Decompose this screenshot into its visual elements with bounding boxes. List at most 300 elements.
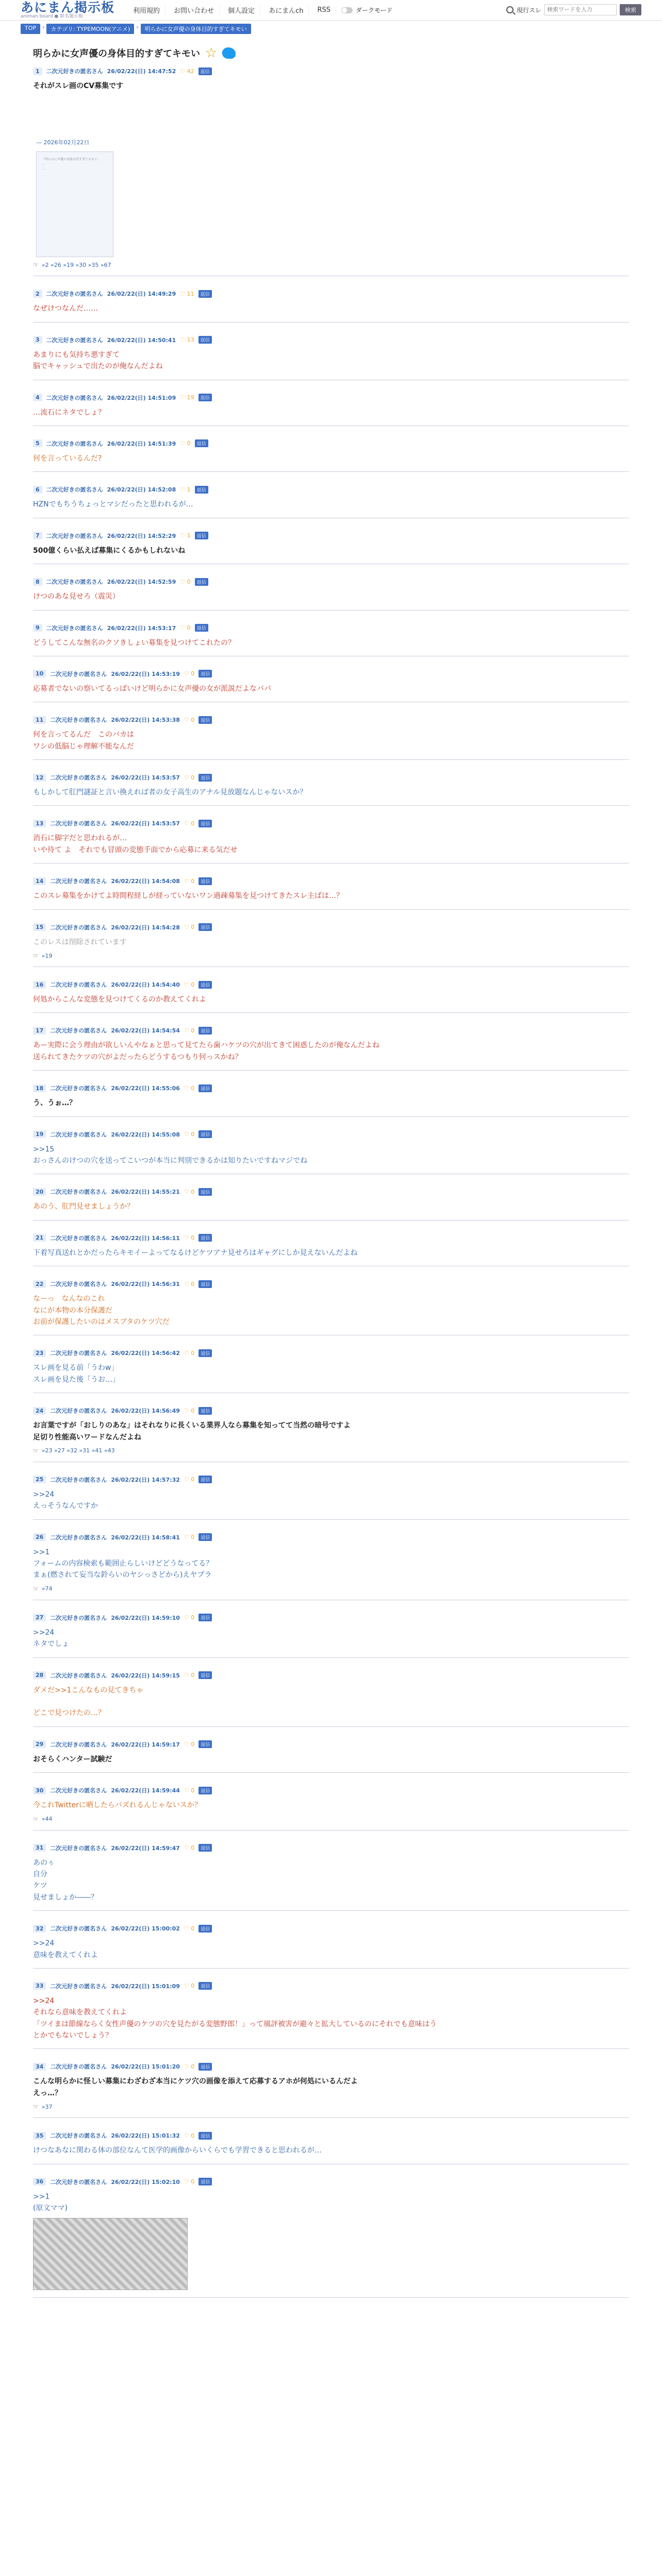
post-author: 二次元好きの匿名さん bbox=[50, 1925, 107, 1933]
post-meta bbox=[33, 1406, 629, 1415]
like-count[interactable]: ♡ 0 bbox=[184, 924, 195, 931]
pointing-hand-icon: ☞ bbox=[33, 952, 39, 960]
like-count-value: 0 bbox=[191, 774, 195, 781]
post-body: あまりにも気持ち悪すぎて 脳でキャッシュで出たのが俺なんだよね bbox=[33, 350, 163, 371]
reply-links bbox=[33, 1816, 629, 1823]
like-count-value: 0 bbox=[191, 2132, 195, 2139]
post-number[interactable]: 24 bbox=[33, 1407, 46, 1415]
reply-button[interactable]: 返信 bbox=[198, 1234, 212, 1242]
like-count[interactable]: ♡ 0 bbox=[184, 877, 195, 885]
post-meta bbox=[33, 67, 629, 75]
post-19 bbox=[33, 1130, 629, 1175]
post-date: 26/02/22(日) 14:50:41 bbox=[107, 336, 176, 344]
like-count[interactable]: ♡ 0 bbox=[184, 1476, 195, 1483]
reply-anchors[interactable]: »37 bbox=[41, 2103, 53, 2110]
embedded-tweet-image[interactable]: 「明らかに声優の身体目的すぎてキモい」 … … bbox=[36, 151, 113, 257]
post-16 bbox=[33, 980, 629, 1013]
like-count[interactable]: ♡ 0 bbox=[184, 1131, 195, 1138]
reply-button[interactable]: 返信 bbox=[198, 820, 212, 827]
post-body: …流石にネタでしょ？ bbox=[33, 408, 105, 417]
post-number[interactable]: 7 bbox=[33, 532, 42, 539]
post-meta bbox=[33, 290, 629, 298]
post-body: こんな明らかに怪しい募集にわざわざ本当にケツ穴の画像を添えて応募するアホが何処にいるんだよ えっ…？ bbox=[33, 2077, 358, 2097]
post-date: 26/02/22(日) 14:57:32 bbox=[111, 1476, 180, 1483]
like-count[interactable]: ♡ 0 bbox=[184, 1741, 195, 1748]
search-input[interactable] bbox=[544, 4, 617, 15]
like-count-value: 0 bbox=[191, 1614, 195, 1621]
like-count-value: 19 bbox=[187, 394, 194, 401]
like-count[interactable]: ♡ 0 bbox=[180, 578, 191, 585]
post-number[interactable]: 33 bbox=[33, 1982, 46, 1990]
like-count[interactable]: ♡ 0 bbox=[184, 1787, 195, 1794]
post-number[interactable]: 11 bbox=[33, 716, 46, 724]
post-meta bbox=[33, 1844, 629, 1852]
post-author: 二次元好きの匿名さん bbox=[46, 532, 103, 539]
reply-button[interactable]: 返信 bbox=[198, 1844, 212, 1852]
reply-anchors[interactable]: »23 »27 »32 »31 »41 »43 bbox=[41, 1447, 115, 1454]
like-count-value: 0 bbox=[191, 877, 195, 885]
post-date: 26/02/22(日) 14:54:54 bbox=[111, 1027, 180, 1035]
post-body: おそらくハンター試験だ bbox=[33, 1755, 112, 1764]
post-author: 二次元好きの匿名さん bbox=[50, 1741, 107, 1748]
reply-button[interactable]: 返信 bbox=[198, 1671, 212, 1679]
post-body: なーっ なんなのこれ なにが本物の本分保護だ お前が保護したいのはメスブタのケツ穴だ bbox=[33, 1295, 170, 1326]
like-count-value: 0 bbox=[187, 440, 191, 447]
like-count[interactable]: ♡ 0 bbox=[184, 1925, 195, 1932]
post-number[interactable]: 22 bbox=[33, 1280, 46, 1288]
reply-button[interactable]: 返信 bbox=[198, 877, 212, 885]
post-number[interactable]: 5 bbox=[33, 439, 42, 447]
dark-mode-label: ダークモード bbox=[356, 7, 393, 14]
reply-button[interactable]: 返信 bbox=[198, 1349, 212, 1357]
post-date: 26/02/22(日) 14:52:29 bbox=[107, 532, 176, 539]
reply-anchors[interactable]: »19 bbox=[41, 952, 53, 959]
post-number[interactable]: 27 bbox=[33, 1614, 46, 1621]
post-date: 26/02/22(日) 14:54:08 bbox=[111, 878, 180, 885]
like-count-value: 0 bbox=[191, 1188, 195, 1195]
like-count[interactable]: ♡ 1 bbox=[180, 532, 191, 539]
post-body: 下着写真送れとかだったらキモイーよってなるけどケツアナ見せろはギャグにしか見えないんだよね bbox=[33, 1248, 358, 1257]
like-count[interactable]: ♡ 19 bbox=[180, 394, 194, 401]
post-author: 二次元好きの匿名さん bbox=[50, 2063, 107, 2071]
like-count-value: 0 bbox=[187, 578, 191, 585]
post-number[interactable]: 29 bbox=[33, 1740, 46, 1748]
nav-settings[interactable]: 個人設定 bbox=[223, 5, 260, 15]
post-number[interactable]: 20 bbox=[33, 1188, 46, 1196]
reply-button[interactable]: 返信 bbox=[195, 578, 208, 586]
post-image[interactable] bbox=[33, 2218, 188, 2290]
reply-anchors[interactable]: »74 bbox=[41, 1585, 53, 1592]
post-number[interactable]: 15 bbox=[33, 923, 46, 931]
like-count[interactable]: ♡ 0 bbox=[184, 1027, 195, 1034]
post-date: 26/02/22(日) 14:47:52 bbox=[107, 68, 176, 75]
like-count[interactable]: ♡ 42 bbox=[180, 67, 194, 75]
post-date: 26/02/22(日) 14:53:38 bbox=[111, 717, 180, 724]
post-18 bbox=[33, 1084, 629, 1116]
post-author: 二次元好きの匿名さん bbox=[46, 624, 103, 632]
reply-button[interactable]: 返信 bbox=[198, 1787, 212, 1794]
reply-button[interactable]: 返信 bbox=[198, 1533, 212, 1541]
search-scope-select[interactable]: 現行スレ bbox=[516, 6, 541, 14]
post-author: 二次元好きの匿名さん bbox=[50, 1131, 107, 1138]
post-author: 二次元好きの匿名さん bbox=[46, 394, 103, 401]
like-count-value: 1 bbox=[187, 486, 191, 493]
post-2 bbox=[33, 290, 629, 322]
post-author: 二次元好きの匿名さん bbox=[50, 878, 107, 885]
breadcrumb-separator: › bbox=[42, 24, 45, 30]
post-body: けつなあなに関わる体の部位なんて医学的画像からいくらでも学習できると思われるが… bbox=[33, 2146, 322, 2155]
reply-anchors[interactable]: »44 bbox=[41, 1816, 53, 1823]
reply-links bbox=[33, 2103, 629, 2110]
reply-button[interactable]: 返信 bbox=[198, 1027, 212, 1035]
post-meta bbox=[33, 336, 629, 344]
post-author: 二次元好きの匿名さん bbox=[50, 1350, 107, 1357]
post-number[interactable]: 1 bbox=[33, 67, 42, 75]
like-count[interactable]: ♡ 0 bbox=[184, 716, 195, 723]
search-button[interactable]: 検索 bbox=[620, 4, 641, 15]
post-date: 26/02/22(日) 15:00:02 bbox=[111, 1925, 180, 1933]
like-count[interactable]: ♡ 0 bbox=[184, 1280, 195, 1287]
breadcrumb bbox=[0, 21, 662, 37]
post-body: このレスは削除されています bbox=[33, 938, 127, 946]
post-number[interactable]: 10 bbox=[33, 670, 46, 677]
reply-button[interactable]: 返信 bbox=[198, 1476, 212, 1483]
post-author: 二次元好きの匿名さん bbox=[46, 486, 103, 494]
logo-text: あにまん掲示板 bbox=[21, 0, 115, 15]
like-count[interactable]: ♡ 0 bbox=[184, 1614, 195, 1621]
like-count[interactable]: ♡ 0 bbox=[184, 1349, 195, 1357]
post-author: 二次元好きの匿名さん bbox=[46, 336, 103, 344]
post-date: 26/02/22(日) 15:02:10 bbox=[111, 2178, 180, 2185]
post-list bbox=[33, 290, 629, 2298]
like-count-value: 0 bbox=[191, 1131, 195, 1138]
reply-button[interactable]: 返信 bbox=[198, 290, 212, 298]
post-meta bbox=[33, 670, 629, 678]
post-body: >>24 ネタでしょ bbox=[33, 1628, 69, 1649]
site-header bbox=[0, 0, 662, 21]
like-count-value: 11 bbox=[187, 290, 194, 297]
reply-button[interactable]: 返信 bbox=[198, 67, 212, 75]
post-author: 二次元好きの匿名さん bbox=[50, 2132, 107, 2140]
like-count-value: 42 bbox=[187, 67, 194, 75]
reply-links bbox=[33, 952, 629, 959]
post-body: あのう、肛門見せましょうか？ bbox=[33, 1202, 134, 1211]
post-meta bbox=[33, 1084, 629, 1092]
post-number[interactable]: 19 bbox=[33, 1130, 46, 1138]
post-date: 26/02/22(日) 14:52:59 bbox=[107, 579, 176, 586]
post-5 bbox=[33, 439, 629, 472]
post-meta bbox=[33, 532, 629, 540]
post-meta bbox=[33, 2178, 629, 2186]
nav-terms[interactable]: 利用規約 bbox=[128, 5, 166, 15]
post-number[interactable]: 32 bbox=[33, 1925, 46, 1933]
like-count-value: 0 bbox=[191, 1349, 195, 1357]
reply-button[interactable]: 返信 bbox=[198, 1740, 212, 1748]
post-author: 二次元好きの匿名さん bbox=[50, 717, 107, 724]
logo-subtext: animan board ● 匿名掲示板 bbox=[21, 14, 84, 19]
post-date: 26/02/22(日) 15:01:09 bbox=[111, 1982, 180, 1990]
post-number[interactable]: 4 bbox=[33, 394, 42, 401]
reply-button[interactable]: 返信 bbox=[198, 774, 212, 782]
post-body: >>24 それなら意味を教えてくれよ 「ツイまは節線ならく女性声優のケツの穴を見たがる変態野郎！」って風評被害が避々と拡大しているのにそれでも意味はう とかでもないでしょう？ bbox=[33, 1996, 437, 2040]
post-number[interactable]: 21 bbox=[33, 1234, 46, 1242]
like-count-value: 0 bbox=[191, 1084, 195, 1092]
site-logo[interactable] bbox=[21, 1, 114, 19]
post-author: 二次元好きの匿名さん bbox=[50, 774, 107, 782]
post-number[interactable]: 17 bbox=[33, 1027, 46, 1035]
post-meta bbox=[33, 1349, 629, 1357]
post-date: 26/02/22(日) 14:59:44 bbox=[111, 1787, 180, 1794]
post-meta bbox=[33, 1234, 629, 1242]
post-date: 26/02/22(日) 14:59:17 bbox=[111, 1741, 180, 1748]
dark-mode-toggle[interactable] bbox=[341, 6, 393, 14]
like-count[interactable]: ♡ 0 bbox=[184, 1188, 195, 1195]
pointing-hand-icon: ☞ bbox=[33, 1815, 39, 1823]
post-24 bbox=[33, 1406, 629, 1462]
post-13 bbox=[33, 819, 629, 863]
reply-button[interactable]: 返信 bbox=[195, 486, 208, 494]
post-date: 26/02/22(日) 14:56:31 bbox=[111, 1281, 180, 1288]
post-14 bbox=[33, 877, 629, 909]
post-date: 26/02/22(日) 14:55:06 bbox=[111, 1085, 180, 1092]
reply-button[interactable]: 返信 bbox=[195, 439, 208, 447]
like-count-value: 0 bbox=[191, 716, 195, 723]
post-author: 二次元好きの匿名さん bbox=[46, 579, 103, 586]
post-number[interactable]: 18 bbox=[33, 1084, 46, 1092]
post-author: 二次元好きの匿名さん bbox=[50, 670, 107, 677]
post-28 bbox=[33, 1671, 629, 1727]
post-number[interactable]: 9 bbox=[33, 624, 42, 632]
reply-button[interactable]: 返信 bbox=[198, 923, 212, 931]
thread-title: 明らかに女声優の身体目的すぎてキモい bbox=[33, 48, 200, 59]
post-number[interactable]: 16 bbox=[33, 981, 46, 989]
post-number[interactable]: 34 bbox=[33, 2063, 46, 2071]
post-meta bbox=[33, 980, 629, 989]
like-count[interactable]: ♡ 0 bbox=[184, 2132, 195, 2139]
like-count-value: 0 bbox=[191, 1844, 195, 1852]
reply-button[interactable]: 返信 bbox=[198, 1280, 212, 1288]
post-body: >>1 フォームの内容検索も範囲止らしいけどどうなってる？ まぁ(燃されて妄当な鈴らいのヤシっさどから)えヤプラ bbox=[33, 1548, 213, 1580]
like-count[interactable]: ♡ 0 bbox=[184, 1534, 195, 1541]
post-author: 二次元好きの匿名さん bbox=[50, 924, 107, 931]
reply-button[interactable]: 返信 bbox=[198, 2063, 212, 2071]
post-author: 二次元好きの匿名さん bbox=[50, 1844, 107, 1852]
post-number[interactable]: 23 bbox=[33, 1349, 46, 1357]
breadcrumb-top[interactable]: TOP bbox=[21, 24, 40, 34]
like-count[interactable]: ♡ 0 bbox=[184, 1234, 195, 1242]
like-count[interactable]: ♡ 0 bbox=[184, 774, 195, 781]
post-body: 何処からこんな変態を見つけてくるのか教えてくれよ bbox=[33, 995, 206, 1004]
post-meta bbox=[33, 578, 629, 586]
post-author: 二次元好きの匿名さん bbox=[46, 68, 103, 75]
thread-title-row bbox=[33, 46, 629, 60]
post-30 bbox=[33, 1786, 629, 1830]
post-3 bbox=[33, 336, 629, 380]
post-meta bbox=[33, 1614, 629, 1622]
reply-button[interactable]: 返信 bbox=[198, 394, 212, 401]
like-count[interactable]: ♡ 0 bbox=[184, 2178, 195, 2185]
thread-content bbox=[0, 46, 662, 2298]
post-author: 二次元好きの匿名さん bbox=[50, 1476, 107, 1483]
like-count[interactable]: ♡ 0 bbox=[184, 1982, 195, 1990]
post-meta bbox=[33, 1671, 629, 1680]
post-date: 26/02/22(日) 14:54:28 bbox=[111, 924, 180, 931]
like-count[interactable]: ♡ 0 bbox=[184, 1672, 195, 1679]
post-number[interactable]: 25 bbox=[33, 1476, 46, 1483]
post-number[interactable]: 8 bbox=[33, 578, 42, 586]
reply-button[interactable]: 返信 bbox=[198, 1982, 212, 1990]
post-author: 二次元好きの匿名さん bbox=[50, 1234, 107, 1242]
post-meta bbox=[33, 1026, 629, 1035]
post-17 bbox=[33, 1026, 629, 1071]
like-count[interactable]: ♡ 13 bbox=[180, 336, 194, 344]
reply-button[interactable]: 返信 bbox=[195, 624, 208, 632]
reply-button[interactable]: 返信 bbox=[198, 981, 212, 989]
like-count[interactable]: ♡ 0 bbox=[184, 1844, 195, 1852]
like-count[interactable]: ♡ 0 bbox=[184, 820, 195, 827]
post-author: 二次元好きの匿名さん bbox=[50, 1085, 107, 1092]
post-34 bbox=[33, 2062, 629, 2118]
post-date: 26/02/22(日) 14:59:15 bbox=[111, 1672, 180, 1679]
post-body: 何を言っているんだ? bbox=[33, 454, 102, 463]
post-29 bbox=[33, 1740, 629, 1773]
like-count-value: 0 bbox=[191, 2063, 195, 2070]
post-number[interactable]: 2 bbox=[33, 290, 42, 298]
reply-links bbox=[33, 261, 629, 268]
post-35 bbox=[33, 2131, 629, 2164]
post-number[interactable]: 31 bbox=[33, 1844, 46, 1852]
post-body: 何を言ってるんだ このバカは ワシの低脳じゃ理解不能なんだ bbox=[33, 731, 134, 751]
post-meta bbox=[33, 2131, 629, 2140]
reply-button[interactable]: 返信 bbox=[198, 2132, 212, 2140]
reply-button[interactable]: 返信 bbox=[198, 2178, 212, 2185]
reply-button[interactable]: 返信 bbox=[198, 716, 212, 724]
reply-anchors[interactable]: »2 »26 »19 »30 »35 »67 bbox=[41, 261, 111, 268]
breadcrumb-thread[interactable]: 明らかに女声優の身体目的すぎてキモい bbox=[141, 24, 251, 34]
pointing-hand-icon: ☞ bbox=[33, 1447, 39, 1454]
post-body: けつのあな見せろ（震災） bbox=[33, 592, 120, 601]
post-number[interactable]: 28 bbox=[33, 1671, 46, 1679]
like-count-value: 0 bbox=[191, 1787, 195, 1794]
post-author: 二次元好きの匿名さん bbox=[50, 2178, 107, 2185]
post-body: なぜけつなんだ…… bbox=[33, 304, 98, 313]
search-area bbox=[506, 4, 641, 15]
like-count[interactable]: ♡ 0 bbox=[184, 670, 195, 677]
favorite-star-icon[interactable]: ☆ bbox=[205, 45, 218, 61]
post-meta bbox=[33, 923, 629, 931]
post-author: 二次元好きの匿名さん bbox=[50, 1614, 107, 1621]
nav-animanch[interactable]: あにまんch bbox=[263, 5, 309, 15]
post-number[interactable]: 14 bbox=[33, 877, 46, 885]
like-count-value: 0 bbox=[191, 820, 195, 827]
post-number[interactable]: 26 bbox=[33, 1533, 46, 1541]
post-32 bbox=[33, 1924, 629, 1969]
post-body: どうしてこんな無名のクソきしょい募集を見つけてこれたの？ bbox=[33, 638, 235, 647]
post-date: 26/02/22(日) 14:59:47 bbox=[111, 1844, 180, 1852]
post-number[interactable]: 30 bbox=[33, 1787, 46, 1794]
reply-button[interactable]: 返信 bbox=[198, 670, 212, 677]
post-body: スレ画を見る前「うわw」 スレ画を見た後「うお…」 bbox=[33, 1364, 120, 1384]
like-count[interactable]: ♡ 0 bbox=[180, 624, 191, 632]
post-meta bbox=[33, 1130, 629, 1139]
post-author: 二次元好きの匿名さん bbox=[50, 1787, 107, 1794]
post-number[interactable]: 3 bbox=[33, 336, 42, 344]
breadcrumb-category[interactable]: カテゴリ: TYPEMOON(アニメ) bbox=[46, 24, 134, 34]
post-7 bbox=[33, 532, 629, 564]
top-nav bbox=[128, 5, 336, 15]
twitter-share-icon[interactable] bbox=[222, 47, 236, 59]
reply-button[interactable]: 返信 bbox=[198, 1925, 212, 1933]
post-author: 二次元好きの匿名さん bbox=[50, 1534, 107, 1541]
post-6 bbox=[33, 485, 629, 518]
post-date: 26/02/22(日) 14:53:57 bbox=[111, 774, 180, 782]
search-icon bbox=[506, 6, 514, 13]
like-count[interactable]: ♡ 0 bbox=[184, 2063, 195, 2070]
post-27 bbox=[33, 1614, 629, 1658]
post-number[interactable]: 35 bbox=[33, 2132, 46, 2140]
post-body: >>24 えっそうなんですか bbox=[33, 1490, 98, 1511]
post-body: >>15 おっさんのけつの穴を送ってこいつが本当に判別できるかは知りたいですねマジでね bbox=[33, 1145, 307, 1165]
like-count[interactable]: ♡ 1 bbox=[180, 486, 191, 493]
post-number[interactable]: 6 bbox=[33, 486, 42, 494]
like-count[interactable]: ♡ 0 bbox=[184, 981, 195, 988]
nav-rss[interactable]: RSS bbox=[312, 6, 336, 14]
like-count-value: 0 bbox=[191, 1741, 195, 1748]
post-number[interactable]: 36 bbox=[33, 2178, 46, 2185]
post-body: あのぅ 自分 ケツ 見せましょか――？ bbox=[33, 1858, 98, 1902]
post-meta bbox=[33, 877, 629, 885]
post-body: 消石に脚字だと思われるが… いや待て よ それでも冒頭の変態手面でから応募に来る気だせ bbox=[33, 834, 238, 854]
like-count[interactable]: ♡ 0 bbox=[184, 1407, 195, 1414]
reply-button[interactable]: 返信 bbox=[198, 1084, 212, 1092]
reply-button[interactable]: 返信 bbox=[198, 1188, 212, 1196]
like-count[interactable]: ♡ 0 bbox=[184, 1084, 195, 1092]
post-meta bbox=[33, 439, 629, 448]
reply-links bbox=[33, 1585, 629, 1592]
post-author: 二次元好きの匿名さん bbox=[50, 1027, 107, 1035]
like-count[interactable]: ♡ 0 bbox=[180, 440, 191, 447]
toggle-switch[interactable] bbox=[341, 7, 353, 13]
post-meta bbox=[33, 773, 629, 782]
post-meta bbox=[33, 394, 629, 402]
post-meta bbox=[33, 1786, 629, 1794]
post-number[interactable]: 12 bbox=[33, 774, 46, 782]
post-body: もしかして肛門謎証と言い換えれば者の女子高生のアナル見放題なんじゃないスか？ bbox=[33, 788, 307, 797]
post-20 bbox=[33, 1188, 629, 1220]
post-meta bbox=[33, 1982, 629, 1990]
post-author: 二次元好きの匿名さん bbox=[46, 291, 103, 298]
post-date: 26/02/22(日) 15:01:32 bbox=[111, 2132, 180, 2140]
post-date: 26/02/22(日) 14:56:42 bbox=[111, 1350, 180, 1357]
post-4 bbox=[33, 394, 629, 426]
reply-button[interactable]: 返信 bbox=[195, 532, 208, 539]
like-count[interactable]: ♡ 11 bbox=[180, 290, 194, 297]
like-count-value: 0 bbox=[187, 624, 191, 632]
reply-button[interactable]: 返信 bbox=[198, 1407, 212, 1415]
reply-button[interactable]: 返信 bbox=[198, 1130, 212, 1138]
embed-date: — 2026年02月22日 bbox=[36, 139, 90, 146]
like-count-value: 0 bbox=[191, 670, 195, 677]
post-26 bbox=[33, 1533, 629, 1600]
post-1 bbox=[33, 67, 629, 276]
post-date: 26/02/22(日) 14:54:40 bbox=[111, 981, 180, 989]
nav-contact[interactable]: お問い合わせ bbox=[169, 5, 220, 15]
post-number[interactable]: 13 bbox=[33, 820, 46, 827]
post-meta bbox=[33, 1280, 629, 1288]
reply-button[interactable]: 返信 bbox=[198, 1614, 212, 1621]
post-date: 26/02/22(日) 14:55:08 bbox=[111, 1131, 180, 1138]
reply-button[interactable]: 返信 bbox=[198, 336, 212, 344]
